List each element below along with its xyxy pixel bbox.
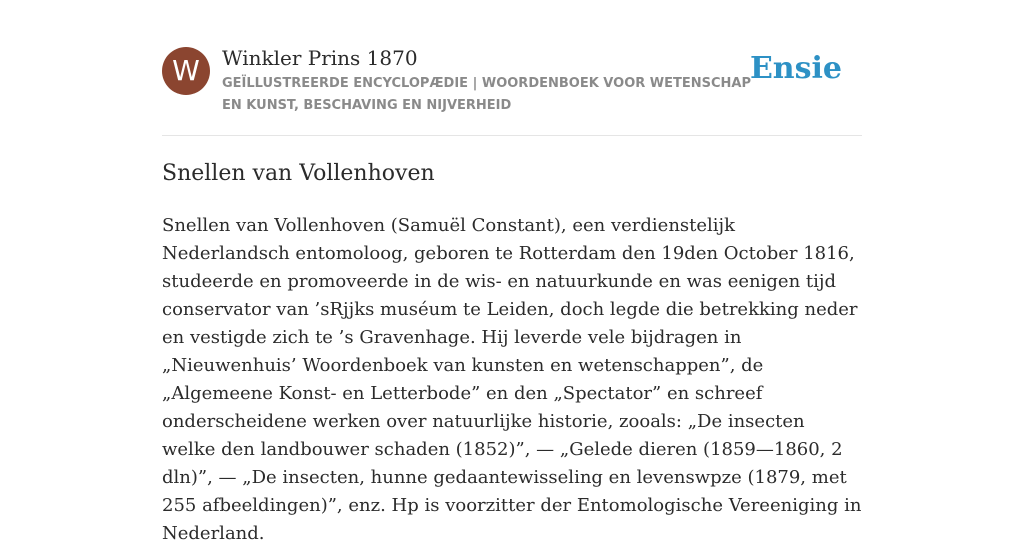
- source-avatar[interactable]: W: [162, 47, 210, 95]
- page: [162, 0, 862, 544]
- ensie-logo-link[interactable]: Ensie: [749, 51, 842, 86]
- entry-title: Snellen van Vollenhoven: [162, 161, 435, 186]
- source-header: [162, 0, 862, 136]
- source-title[interactable]: Winkler Prins 1870: [222, 46, 418, 70]
- source-subtitle: GEÏLLUSTREERDE ENCYCLOPÆDIE | WOORDENBOEK VOOR WETENSCHAP EN KUNST, BESCHAVING EN NIJVERHEID: [222, 76, 751, 113]
- entry-body: Snellen van Vollenhoven (Samuël Constant), een verdienstelijk Nederlandsch entomoloog, geboren te Rotterdam den 19den October 1816, studeerde en promoveerde in de wis- en natuurkunde en was eenigen tijd conservator van ’sRjjks muséum te Leiden, doch legde die betrekking neder en vestigde zich te ’s Gravenhage. Hij leverde vele bijdragen in „Nieuwenhuis’ Woordenboek van kunsten en wetenschappen”, de „Algemeene Konst- en Letterbode” en den „Spectator” en schreef onderscheidene werken over natuurlijke historie, zooals: „De insecten welke den landbouwer schaden (1852)”, — „Gelede dieren (1859—1860, 2 dln)”, — „De insecten, hunne gedaantewisseling en levenswpze (1879, met 255 afbeeldingen)”, enz. Hp is voorzitter der Entomologische Vereeniging in Nederland.: [162, 215, 862, 544]
